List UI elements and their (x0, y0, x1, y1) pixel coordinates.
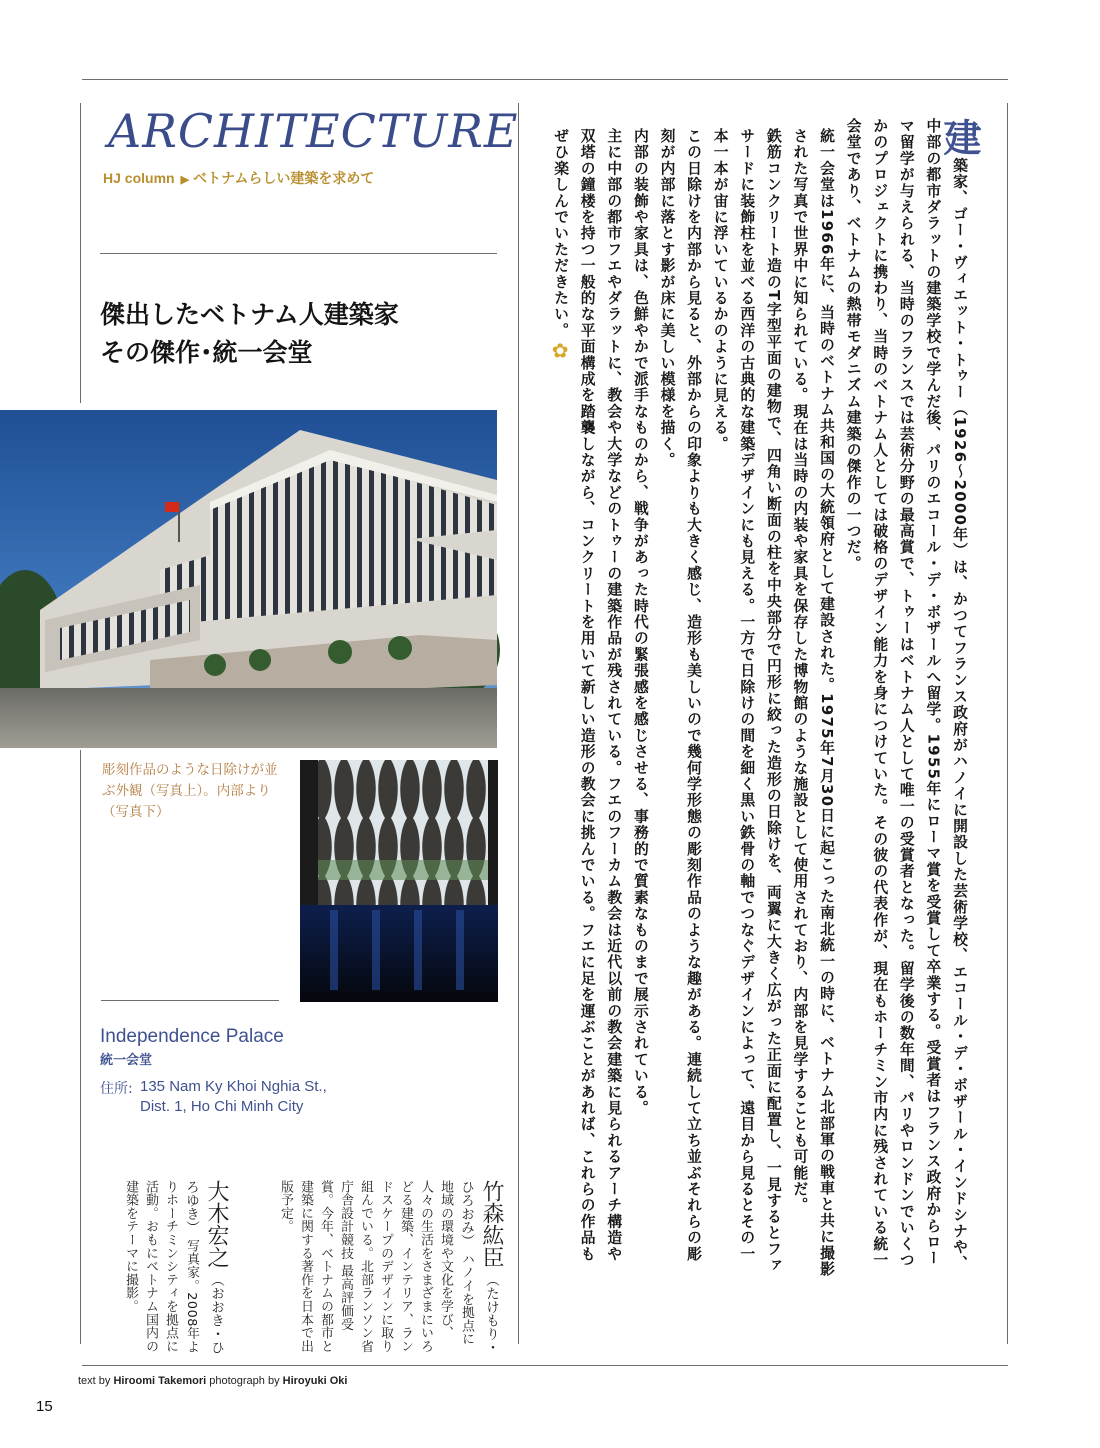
writer-reading: （たけもり・ひろおみ） (458, 1180, 499, 1355)
column-subtitle: ベトナムらしい建築を求めて (193, 170, 375, 186)
paragraph-5: 内部の装飾や家具は、色鮮やかで派手なものから、戦争があった時代の緊張感を感じさせる、事務的で質素なものまで展示されている。 (631, 128, 649, 1117)
center-column-divider (518, 103, 519, 1344)
column-heading (103, 168, 374, 188)
photographer-bio: 写真家。2008年よりホーチミンシティを拠点に活動。おもにベトナム国内の建築をテーマに撮影。 (123, 1180, 199, 1354)
page-number: 15 (36, 1398, 53, 1415)
paragraph-4: この日除けを内部から見ると、外部からの印象よりも大きく感じ、造形も美しいので幾何学形態の彫刻作品のような趣がある。連続して立ち並ぶそれらの彫刻が内部に落とす影が床に美しい模様を描く。 (658, 128, 703, 1262)
writer-credit (278, 1180, 505, 1355)
section-title: ARCHITECTURE (108, 104, 519, 158)
lotus-icon: ✿ (548, 338, 573, 365)
bottom-rule (82, 1365, 1008, 1366)
paragraph-3: 鉄筋コンクリート造のT字型平面の建物で、四角い断面の柱を中央部分で円形に絞った造形の日除けを、両翼に大きく広がった正面に配置し、一見するとファサードに装飾柱を並べる西洋の古典的な建築デザインにも見える。一方で日除けの間を細く黒い鉄骨の軸でつなぐデザインによって、遠目から見るとその一本一本が宙に浮いているかのように見える。 (711, 128, 782, 1274)
photo-by-label: photograph by (209, 1375, 280, 1387)
palace-interior-photo (300, 760, 498, 1002)
right-column-divider (1007, 103, 1008, 1344)
paragraph-1-text: 築家、ゴー・ヴィエット・トゥー（1926〜2000年）は、かつてフランス政府がハノイに開設した芸術学校、エコール・デ・ボザール・インドシナや、中部の都市ダラットの建築学校で学んだ後、パリのエコール・デ・ボザールへ留学。1955年にローマ賞を受賞して卒業する。受賞者はフランス政府からローマ留学が与えられる、当時のフランスでは芸術分野の最高賞で、トゥーはベトナム人として唯一の受賞者となった。留学後の数年間、パリやロンドンでいくつかのプロジェクトに携わり、当時のベトナム人としては破格のデザイン能力を身につけていた。その彼の代表作が、現在もホーチミン市内に残されている統一会堂であり、ベトナムの熱帯モダニズム建築の傑作の一つだ。 (844, 118, 968, 1272)
photographer-reading: （おおき・ひろゆき） (183, 1180, 224, 1355)
drop-cap: 建 (937, 118, 981, 158)
photo-caption: 彫刻作品のような日除けが並ぶ外観（写真上）。内部より（写真下） (102, 762, 278, 820)
writer-name: 竹森紘臣 (479, 1180, 504, 1268)
left-column-divider-lower (80, 750, 81, 1344)
header-separator (100, 253, 497, 254)
article-headline (100, 296, 500, 372)
article-body (540, 118, 981, 1278)
address-line-2: Dist. 1, Ho Chi Minh City (140, 1098, 304, 1115)
address-line-1: 135 Nam Ky Khoi Nghia St., (140, 1078, 327, 1095)
address-label: 住所: (100, 1081, 133, 1097)
column-label: HJ column (103, 170, 175, 186)
top-rule (82, 79, 1008, 80)
footer-credit (78, 1375, 347, 1387)
text-by-name: Hiroomi Takemori (113, 1375, 207, 1387)
photographer-name: 大木宏之 (204, 1180, 229, 1268)
place-name: Independence Palace (100, 1026, 284, 1047)
paragraph-6 (547, 128, 627, 1278)
paragraph-1 (839, 118, 981, 1278)
text-by-label: text by (78, 1375, 111, 1387)
left-column-divider (80, 103, 81, 403)
palace-exterior-photo (0, 410, 497, 748)
place-name-ja: 統一会堂 (100, 1053, 153, 1068)
photographer-credit (90, 1180, 230, 1355)
photo-by-name: Hiroyuki Oki (282, 1375, 348, 1387)
paragraph-6-text: 主に中部の都市フエやダラットに、教会や大学などのトゥーの建築作品が残されている。フエのフーカム教会は近代以前の教会建築に見られるアーチ構造や双塔の鐘楼を持つ一般的な平面構成を踏襲しながら、コンクリートを用いて新しい造形の教会に挑んでいる。フエに足を運ぶことがあれば、これらの作品もぜひ楽しんでいただきたい。 (552, 128, 623, 1262)
headline-line-2: その傑作･統一会堂 (100, 338, 313, 367)
play-arrow-icon: ▶ (180, 174, 190, 186)
headline-line-1: 傑出したベトナム人建築家 (100, 300, 399, 329)
caption-separator (101, 1000, 279, 1001)
writer-bio: ハノイを拠点に地域の環境や文化を学び、人々の生活をさまざまにいろどる建築、インテリア、ランドスケープのデザインに取り組んでいる。北部ランソン省庁舎設計競技 最高評価受賞。今年、ベトナムの都市と建築に関する著作を日本で出版予定。 (278, 1180, 474, 1353)
paragraph-2: 統一会堂は1966年に、当時のベトナム共和国の大統領府として建設された。1975年7月30日に起こった南北統一の時に、ベトナム北部軍の戦車と共に撮影された写真で世界中に知られている。現在は当時の内装や家具を保存した博物館のような施設として使用されており、内部を見学することも可能だ。 (791, 128, 836, 1278)
